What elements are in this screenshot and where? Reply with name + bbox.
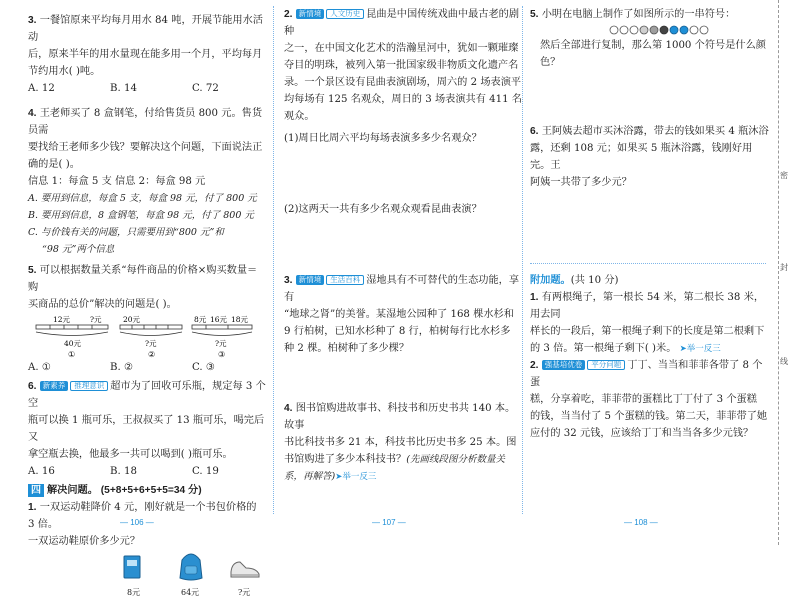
question-text: 一双运动鞋原价多少元？ bbox=[28, 536, 141, 547]
options bbox=[28, 463, 266, 480]
question-text: 可以根据数量关系“每件商品的价格×购买数量＝购 bbox=[28, 265, 258, 293]
d2-mark: ② bbox=[148, 350, 156, 359]
middle-column bbox=[284, 0, 522, 522]
question-text: 录。一个景区设有昆曲表演剧场，周六的 2 场表演平 bbox=[284, 77, 522, 88]
tag-new-context: 新情境 bbox=[296, 275, 325, 285]
question-text: 均每场有 125 名观众，周日的 3 场表演共有 411 名 bbox=[284, 94, 522, 105]
option-c[interactable]: C. 19 bbox=[192, 466, 219, 477]
question-6 bbox=[530, 123, 770, 191]
diagram-2 bbox=[120, 315, 182, 359]
question-text: 的钱，当当付了 5 个蛋糕的钱。第二天，菲菲带了她 bbox=[530, 411, 768, 422]
question-text: 要找给王老师多少钱？要解决这个问题，下面说法正 bbox=[28, 142, 263, 153]
d2-top-label: 20元 bbox=[123, 315, 141, 324]
question-text: 夺目的明珠，被列入第一批国家级非物质文化遗产名 bbox=[284, 60, 519, 71]
question-text: 书比科技书多 21 本，科技书比历史书多 25 本。图 bbox=[284, 437, 517, 448]
option-c[interactable]: C. 与价钱有关的问题，只需要用到“800 元”和 bbox=[28, 227, 224, 238]
tag-sharing: 平分问题 bbox=[587, 360, 625, 370]
question-text: 之一，在中国文化艺术的浩瀚星河中，犹如一颗璀璨 bbox=[284, 43, 519, 54]
option-b[interactable]: B. ② bbox=[110, 362, 134, 373]
price-pictures bbox=[28, 554, 266, 606]
question-number: 6. bbox=[28, 381, 37, 392]
section-title: 解决问题。 (5+8+5+6+5+5=34 分) bbox=[47, 485, 202, 496]
d3-top3-label: 18元 bbox=[231, 315, 249, 324]
option-b[interactable]: B. 要用到信息，8 盒钢笔，每盒 98 元，付了 800 元 bbox=[28, 210, 254, 221]
question-3 bbox=[284, 272, 522, 357]
tag-new-literacy: 新素养 bbox=[40, 381, 69, 391]
option-b[interactable]: B. 14 bbox=[110, 83, 137, 94]
option-a[interactable]: A. 要用到信息，每盒 5 支，每盒 98 元，付了 800 元 bbox=[28, 193, 257, 204]
question-text: 一餐馆原来平均每月用水 84 吨，开展节能用水活动 bbox=[28, 15, 263, 43]
section-divider bbox=[530, 263, 766, 264]
d1-bottom-label: 40元 bbox=[64, 339, 82, 348]
question-4 bbox=[28, 105, 266, 258]
option-c[interactable]: C. ③ bbox=[192, 362, 216, 373]
question-text: 种 2 棵。柏树种了多少棵？ bbox=[284, 343, 410, 354]
question-text: 露，还剩 108 元；如果买 5 瓶沐浴露，钱刚好用完。王 bbox=[530, 143, 753, 171]
section-4 bbox=[28, 482, 266, 606]
bonus-section bbox=[530, 272, 770, 442]
question-text: 节约用水( )吨。 bbox=[28, 66, 101, 77]
question-number: 3. bbox=[284, 275, 293, 286]
seal-char-3: 线 bbox=[780, 357, 788, 366]
option-c-cont: “98 元”两个信息 bbox=[42, 244, 115, 255]
question-number: 5. bbox=[28, 265, 37, 276]
question-text: 昆曲是中国传统戏曲中最古老的剧种 bbox=[284, 9, 520, 37]
question-text: 一双运动鞋降价 4 元，刚好就是一个书包价格的 3 倍。 bbox=[28, 502, 257, 530]
question-text: 图书馆购进故事书、科技书和历史书共 140 本。故事 bbox=[284, 403, 516, 431]
backpack-icon bbox=[176, 550, 206, 582]
d1-mark: ① bbox=[68, 350, 76, 359]
book-icon bbox=[122, 554, 144, 580]
section-badge: 四 bbox=[28, 484, 44, 497]
question-text: 超市为了回收可乐瓶，规定每 3 个空 bbox=[28, 381, 266, 409]
question-text: 后，原来半年的用水量现在能多用一个月，平均每月 bbox=[28, 49, 263, 60]
bonus-score: (共 10 分) bbox=[570, 275, 619, 286]
seal-char-2: 封 bbox=[780, 263, 788, 272]
question-text: 阿姨一共带了多少元？ bbox=[530, 177, 632, 188]
tag-life-science: 生活百科 bbox=[326, 275, 364, 285]
question-number: 4. bbox=[28, 108, 37, 119]
d1-q-label: ?元 bbox=[90, 315, 102, 324]
book-price: 8元 bbox=[127, 588, 141, 597]
symbol-row bbox=[610, 26, 708, 34]
question-number: 3. bbox=[28, 15, 37, 26]
question-text: “地球之肾”的美誉。某湿地公园种了 168 棵水杉和 bbox=[284, 309, 514, 320]
diagram-1 bbox=[36, 315, 108, 359]
right-column bbox=[530, 0, 770, 522]
practice-link[interactable]: ➤举一反三 bbox=[679, 343, 721, 353]
question-text: 湿地具有不可替代的生态功能，享有 bbox=[284, 275, 520, 303]
d1-top-label: 12元 bbox=[53, 315, 71, 324]
tag-reasoning: 推理意识 bbox=[70, 381, 108, 391]
sneakers-price: ?元 bbox=[238, 588, 251, 597]
question-text: 买商品的总价”解决的问题是( )。 bbox=[28, 299, 177, 310]
column-divider bbox=[273, 6, 274, 514]
tag-advanced: 强基培优卷 bbox=[542, 360, 586, 370]
question-text: 瓶可以换 1 瓶可乐，王叔叔买了 13 瓶可乐，喝完后又 bbox=[28, 415, 265, 443]
question-text: 书馆购进了多少本科技书？ bbox=[284, 454, 407, 465]
question-text: 应付的 32 元钱，应该给丁丁和当当各多少元钱？ bbox=[530, 428, 754, 439]
d2-q-label: ?元 bbox=[145, 339, 157, 348]
question-text: 样长的一段后，第一根绳子剩下的长度是第二根剩下 bbox=[530, 326, 765, 337]
seal-line bbox=[778, 0, 779, 545]
diagram-3 bbox=[192, 315, 252, 359]
question-4 bbox=[284, 400, 522, 485]
question-number: 5. bbox=[530, 9, 539, 20]
option-c[interactable]: C. 72 bbox=[192, 83, 219, 94]
seal-char-1: 密 bbox=[780, 171, 788, 180]
segment-diagrams bbox=[28, 313, 266, 359]
symbol-sequence bbox=[530, 23, 770, 37]
options bbox=[28, 359, 266, 376]
info-line: 信息 1：每盒 5 支 信息 2：每盒 98 元 bbox=[28, 176, 206, 187]
question-text: 王阿姨去超市买沐浴露，带去的钱如果买 4 瓶沐浴 bbox=[541, 126, 769, 137]
backpack-price: 64元 bbox=[181, 588, 200, 597]
question-text: 丁丁、当当和菲菲各带了 8 个蛋 bbox=[530, 360, 763, 388]
option-a[interactable]: A. 16 bbox=[28, 466, 55, 477]
question-number: 1. bbox=[530, 292, 539, 303]
sub-question-2: (2)这两天一共有多少名观众观看昆曲表演？ bbox=[284, 204, 482, 215]
question-text: 拿空瓶去换，他最多一共可以喝到( )瓶可乐。 bbox=[28, 449, 233, 460]
option-a[interactable]: A. 12 bbox=[28, 83, 55, 94]
d3-top1-label: 8元 bbox=[194, 315, 207, 324]
question-number: 4. bbox=[284, 403, 293, 414]
d3-mark: ③ bbox=[218, 350, 226, 359]
sneakers-icon bbox=[228, 556, 262, 580]
sub-question-1: (1)周日比周六平均每场表演多多少名观众？ bbox=[284, 133, 482, 144]
question-6 bbox=[28, 378, 266, 480]
question-3 bbox=[28, 12, 266, 97]
option-a[interactable]: A. ① bbox=[28, 362, 51, 373]
column-divider bbox=[522, 6, 523, 514]
options bbox=[28, 80, 266, 97]
question-number: 2. bbox=[530, 360, 539, 371]
question-text: 有两根绳子，第一根长 54 米，第二根长 38 米，用去同 bbox=[530, 292, 765, 320]
question-text: 观众。 bbox=[284, 111, 315, 122]
question-text: 糕，分享着吃，菲菲带的蛋糕比丁丁付了 3 个蛋糕 bbox=[530, 394, 757, 405]
option-b[interactable]: B. 18 bbox=[110, 466, 137, 477]
question-text: 然后全部进行复制，那么第 1000 个符号是什么颜色？ bbox=[540, 40, 766, 68]
question-number: 6. bbox=[530, 126, 539, 137]
d3-top2-label: 16元 bbox=[210, 315, 228, 324]
question-5 bbox=[530, 6, 770, 71]
page-number-107: — 107 — bbox=[372, 518, 406, 527]
practice-link[interactable]: ➤举一反三 bbox=[335, 471, 377, 481]
bonus-title: 附加题。 bbox=[530, 275, 571, 286]
tag-humanities: 人文历史 bbox=[326, 9, 364, 19]
tag-new-context: 新情境 bbox=[296, 9, 325, 19]
hint-note: (先画线段图分析数量关 bbox=[406, 454, 505, 465]
question-2 bbox=[284, 6, 522, 218]
d3-bottom-label: ?元 bbox=[215, 339, 227, 348]
page-number-108: — 108 — bbox=[624, 518, 658, 527]
question-5 bbox=[28, 262, 266, 376]
question-text: 小明在电脑上制作了如图所示的一串符号： bbox=[541, 9, 736, 20]
question-number: 2. bbox=[284, 9, 293, 20]
question-text: 的 3 倍。第一根绳子剩下( )米。 bbox=[530, 343, 677, 354]
question-text: 9 行柏树，已知水杉种了 8 行，柏树每行比水杉多 bbox=[284, 326, 511, 337]
hint-note-cont: 系，再解答) bbox=[284, 471, 336, 482]
question-text: 王老师买了 8 盒钢笔，付给售货员 800 元。售货员需 bbox=[28, 108, 263, 136]
page-number-106: — 106 — bbox=[120, 518, 154, 527]
question-text: 确的是( )。 bbox=[28, 159, 80, 170]
question-number: 1. bbox=[28, 502, 37, 513]
